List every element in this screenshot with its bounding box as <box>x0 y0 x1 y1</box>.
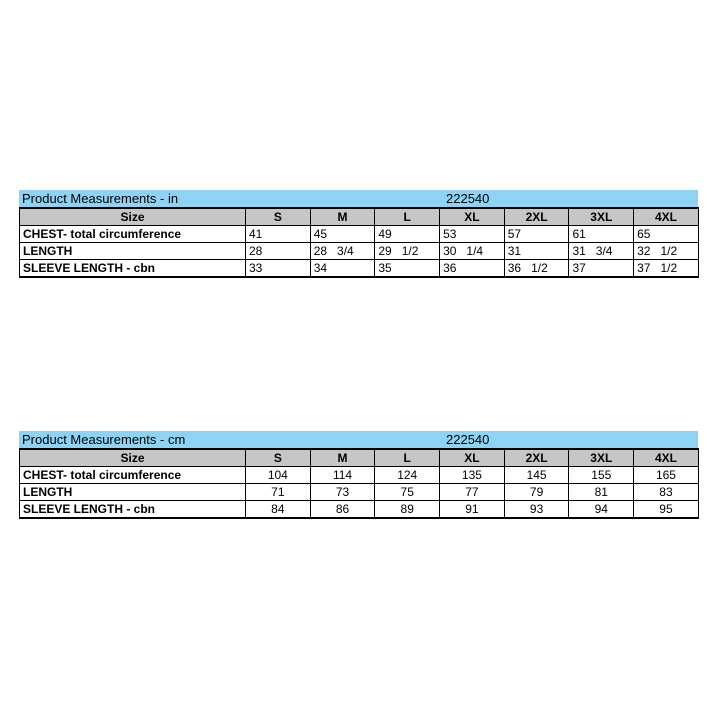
size-header-cell: XL <box>440 449 505 467</box>
value-cell: 37 <box>569 260 634 278</box>
header-row <box>20 208 699 226</box>
size-header-cell: L <box>375 449 440 467</box>
value-cell: 65 <box>634 226 699 243</box>
table-row <box>20 501 699 519</box>
value-cell: 86 <box>310 501 375 519</box>
value-cell: 114 <box>310 467 375 484</box>
row-label: SLEEVE LENGTH - cbn <box>20 260 246 278</box>
size-header-cell: 2XL <box>504 449 569 467</box>
size-header-cell: L <box>375 208 440 226</box>
table-title: Product Measurements - in <box>22 191 179 206</box>
value-cell: 135 <box>440 467 505 484</box>
value-cell: 124 <box>375 467 440 484</box>
value-cell: 34 <box>310 260 375 278</box>
measurements-grid <box>19 448 699 519</box>
table-row <box>20 484 699 501</box>
value-cell: 57 <box>504 226 569 243</box>
measurements-table-inches <box>19 190 698 278</box>
value-cell: 71 <box>246 484 311 501</box>
value-cell: 36 <box>440 260 505 278</box>
value-cell: 77 <box>440 484 505 501</box>
size-header-cell: M <box>310 208 375 226</box>
value-cell: 95 <box>634 501 699 519</box>
value-cell: 32 1/2 <box>634 243 699 260</box>
value-cell: 61 <box>569 226 634 243</box>
value-cell: 145 <box>504 467 569 484</box>
value-cell: 36 1/2 <box>504 260 569 278</box>
value-cell: 49 <box>375 226 440 243</box>
table-row <box>20 260 699 278</box>
product-code: 222540 <box>446 432 490 447</box>
size-header-cell: 2XL <box>504 208 569 226</box>
value-cell: 28 <box>246 243 311 260</box>
value-cell: 35 <box>375 260 440 278</box>
table-row <box>20 467 699 484</box>
size-header-cell: S <box>246 208 311 226</box>
table-title: Product Measurements - cm <box>22 432 186 447</box>
size-header-cell: 4XL <box>634 449 699 467</box>
measurements-table-centimeters <box>19 431 698 519</box>
size-header: Size <box>20 449 246 467</box>
value-cell: 81 <box>569 484 634 501</box>
value-cell: 37 1/2 <box>634 260 699 278</box>
value-cell: 89 <box>375 501 440 519</box>
value-cell: 94 <box>569 501 634 519</box>
value-cell: 28 3/4 <box>310 243 375 260</box>
value-cell: 79 <box>504 484 569 501</box>
value-cell: 31 3/4 <box>569 243 634 260</box>
row-label: CHEST- total circumference <box>20 226 246 243</box>
value-cell: 30 1/4 <box>440 243 505 260</box>
value-cell: 165 <box>634 467 699 484</box>
value-cell: 31 <box>504 243 569 260</box>
value-cell: 83 <box>634 484 699 501</box>
value-cell: 93 <box>504 501 569 519</box>
size-header-cell: S <box>246 449 311 467</box>
table-row <box>20 243 699 260</box>
value-cell: 33 <box>246 260 311 278</box>
measurements-grid <box>19 207 699 278</box>
value-cell: 29 1/2 <box>375 243 440 260</box>
size-header-cell: XL <box>440 208 505 226</box>
table-row <box>20 226 699 243</box>
size-header: Size <box>20 208 246 226</box>
value-cell: 84 <box>246 501 311 519</box>
size-header-cell: 4XL <box>634 208 699 226</box>
value-cell: 75 <box>375 484 440 501</box>
size-header-cell: M <box>310 449 375 467</box>
value-cell: 73 <box>310 484 375 501</box>
value-cell: 53 <box>440 226 505 243</box>
value-cell: 41 <box>246 226 311 243</box>
row-label: CHEST- total circumference <box>20 467 246 484</box>
value-cell: 155 <box>569 467 634 484</box>
value-cell: 45 <box>310 226 375 243</box>
table-title-bar <box>19 431 698 448</box>
size-header-cell: 3XL <box>569 449 634 467</box>
size-header-cell: 3XL <box>569 208 634 226</box>
table-title-bar <box>19 190 698 207</box>
row-label: SLEEVE LENGTH - cbn <box>20 501 246 519</box>
header-row <box>20 449 699 467</box>
row-label: LENGTH <box>20 484 246 501</box>
row-label: LENGTH <box>20 243 246 260</box>
value-cell: 91 <box>440 501 505 519</box>
product-code: 222540 <box>446 191 490 206</box>
value-cell: 104 <box>246 467 311 484</box>
